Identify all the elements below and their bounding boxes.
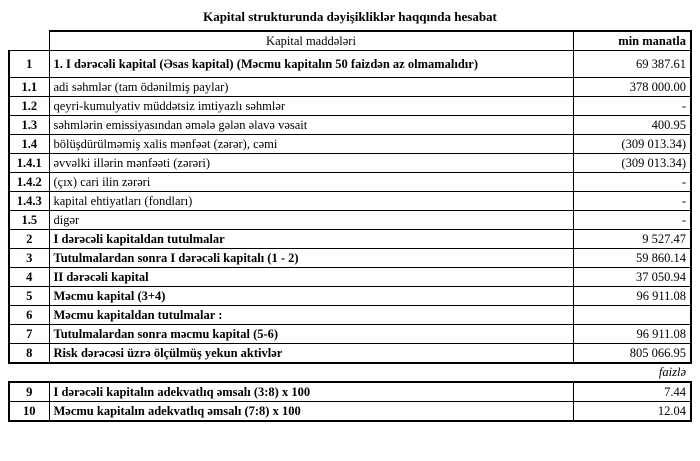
table-row	[9, 211, 691, 230]
row-value: (309 013.34)	[573, 154, 691, 173]
row-label: əvvəlki illərin mənfəəti (zərəri)	[49, 154, 573, 173]
table-row	[9, 51, 691, 78]
row-label: (çıx) cari ilin zərəri	[49, 173, 573, 192]
row-number: 9	[9, 382, 49, 402]
table-row	[9, 344, 691, 364]
row-label: Məcmu kapital (3+4)	[49, 287, 573, 306]
row-number: 1.5	[9, 211, 49, 230]
row-value: 805 066.95	[573, 344, 691, 364]
table-row	[9, 135, 691, 154]
row-value: -	[573, 192, 691, 211]
table-row	[9, 306, 691, 325]
unit-note: faizlə	[658, 365, 686, 379]
row-label: Tutulmalardan sonra I dərəcəli kapitalı (1 - 2)	[49, 249, 573, 268]
row-label: adi səhmlər (tam ödənilmiş paylar)	[49, 78, 573, 97]
table-row	[9, 287, 691, 306]
table-row	[9, 402, 691, 422]
table-header-row	[9, 31, 691, 51]
row-value: 12.04	[573, 402, 691, 422]
row-label: Risk dərəcəsi üzrə ölçülmüş yekun aktivlər	[49, 344, 573, 364]
row-number: 3	[9, 249, 49, 268]
row-value: (309 013.34)	[573, 135, 691, 154]
table-row	[9, 382, 691, 402]
row-value: 378 000.00	[573, 78, 691, 97]
table-row	[9, 154, 691, 173]
row-label: I dərəcəli kapitalın adekvatlıq əmsalı (3:8) x 100	[49, 382, 573, 402]
row-number: 5	[9, 287, 49, 306]
row-number: 1	[9, 51, 49, 78]
row-value: 37 050.94	[573, 268, 691, 287]
row-label: səhmlərin emissiyasından əmələ gələn əlavə vəsait	[49, 116, 573, 135]
header-empty-cell	[9, 31, 49, 51]
row-label: bölüşdürülməmiş xalis mənfəət (zərər), cəmi	[49, 135, 573, 154]
table-row	[9, 173, 691, 192]
row-value: 59 860.14	[573, 249, 691, 268]
row-label: digər	[49, 211, 573, 230]
row-label: Məcmu kapitalın adekvatlıq əmsalı (7:8) x 100	[49, 402, 573, 422]
row-value: -	[573, 173, 691, 192]
row-number: 1.4	[9, 135, 49, 154]
row-number: 10	[9, 402, 49, 422]
row-label: Məcmu kapitaldan tutulmalar :	[49, 306, 573, 325]
row-value: 400.95	[573, 116, 691, 135]
table-row	[9, 116, 691, 135]
row-label: II dərəcəli kapital	[49, 268, 573, 287]
row-value	[573, 306, 691, 325]
row-number: 4	[9, 268, 49, 287]
row-value: 96 911.08	[573, 325, 691, 344]
row-value: 7.44	[573, 382, 691, 402]
row-number: 1.4.3	[9, 192, 49, 211]
table-row	[9, 97, 691, 116]
row-value: 69 387.61	[573, 51, 691, 78]
table-row	[9, 192, 691, 211]
row-number: 1.2	[9, 97, 49, 116]
row-number: 6	[9, 306, 49, 325]
row-number: 2	[9, 230, 49, 249]
table-row	[9, 268, 691, 287]
table-row	[9, 325, 691, 344]
row-number: 1.4.1	[9, 154, 49, 173]
table-row	[9, 230, 691, 249]
row-value: -	[573, 97, 691, 116]
header-items-label: Kapital maddələri	[49, 31, 573, 51]
table-row	[9, 78, 691, 97]
row-label: 1. I dərəcəli kapital (Əsas kapital) (Məcmu kapitalın 50 faizdən az olmamalıdır)	[49, 51, 573, 78]
row-number: 7	[9, 325, 49, 344]
capital-structure-table	[8, 30, 692, 422]
page-title: Kapital strukturunda dəyişikliklər haqqında hesabat	[203, 9, 497, 24]
row-label: kapital ehtiyatları (fondları)	[49, 192, 573, 211]
row-number: 1.4.2	[9, 173, 49, 192]
row-label: qeyri-kumulyativ müddətsiz imtiyazlı səhmlər	[49, 97, 573, 116]
row-value: -	[573, 211, 691, 230]
row-label: Tutulmalardan sonra məcmu kapital (5-6)	[49, 325, 573, 344]
row-number: 8	[9, 344, 49, 364]
table-row	[9, 249, 691, 268]
header-unit-label: min manatla	[573, 31, 691, 51]
row-label: I dərəcəli kapitaldan tutulmalar	[49, 230, 573, 249]
row-value: 96 911.08	[573, 287, 691, 306]
row-number: 1.1	[9, 78, 49, 97]
row-number: 1.3	[9, 116, 49, 135]
unit-note-row	[9, 363, 691, 382]
row-value: 9 527.47	[573, 230, 691, 249]
